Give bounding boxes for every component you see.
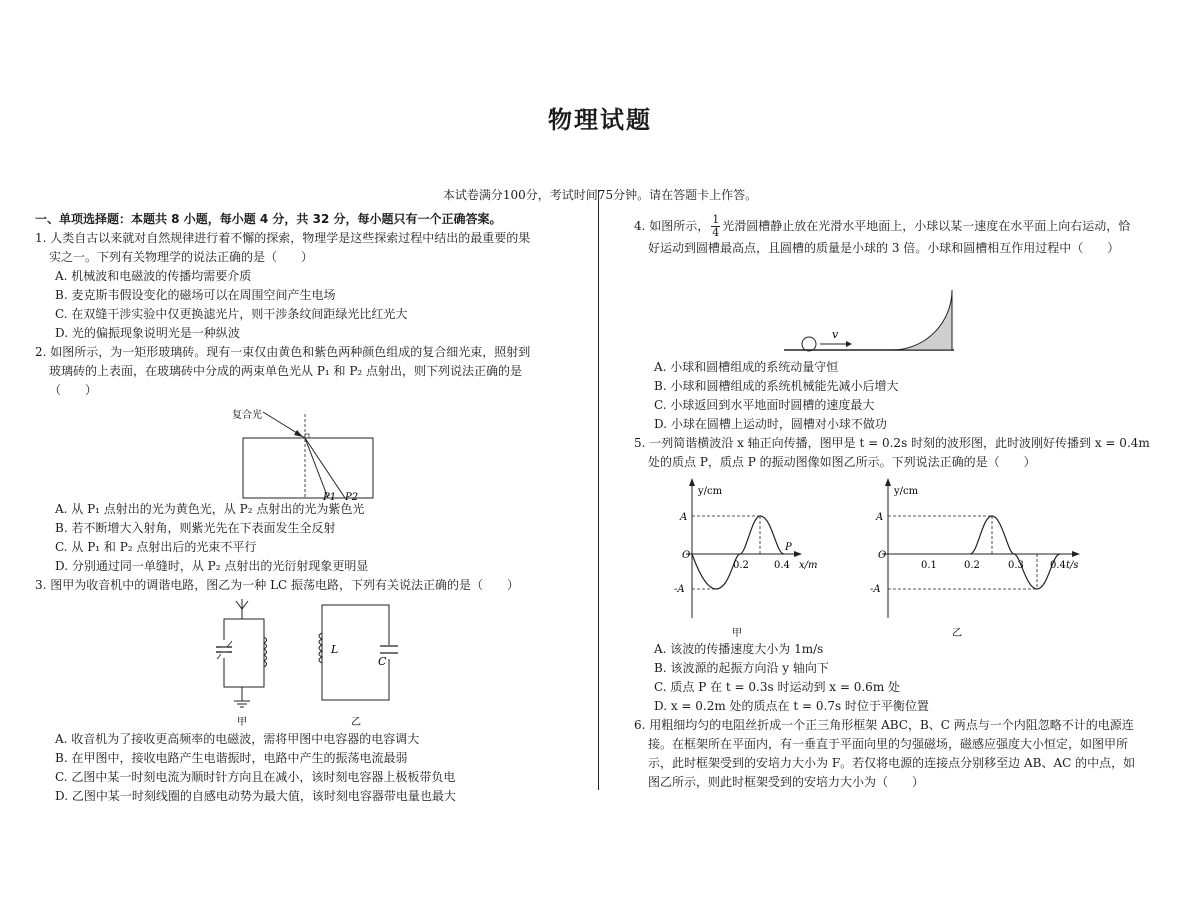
section-heading: 一、单项选择题：本题共 8 小题，每小题 4 分，共 32 分，每小题只有一个正确答案。: [35, 212, 502, 226]
tuning-circuit: [216, 599, 267, 728]
question-2: [35, 343, 587, 576]
option-c: C. 小球返回到水平地面时圆槽的速度最大: [654, 398, 875, 412]
page-title: 物理试题: [548, 105, 652, 134]
fraction-one-quarter: [711, 214, 720, 239]
amplitude-label: A: [876, 512, 884, 523]
lc-circuit-figure: [35, 595, 587, 730]
question-stem: （ ）: [49, 383, 98, 397]
figure-label: 复合光: [232, 410, 262, 421]
question-stem-text: 光滑圆槽静止放在光滑水平地面上，小球以某一速度在水平面上向右运动，恰: [722, 219, 1131, 233]
y-axis-label: y/cm: [894, 486, 919, 497]
option-b: B. 麦克斯韦假设变化的磁场可以在周围空间产生电场: [55, 288, 336, 302]
fraction-denominator: 4: [712, 226, 720, 239]
option-b: B. 该波源的起振方向沿 y 轴向下: [654, 661, 829, 675]
option-a: A. 小球和圆槽组成的系统动量守恒: [654, 360, 839, 374]
question-stem: 好运动到圆槽最高点，且圆槽的质量是小球的 3 倍。小球和圆槽相互作用过程中（ ）: [648, 241, 1120, 255]
question-1: [35, 229, 587, 343]
question-stem: 图乙所示，则此时框架受到的安培力大小为（ ）: [648, 775, 925, 789]
tick-label: 0.4: [774, 560, 790, 571]
question-stem: [634, 214, 1166, 239]
point-p1-label: P1: [323, 492, 337, 500]
tick-label: 0.3: [1008, 560, 1024, 571]
caption-yi: 乙: [351, 717, 361, 728]
waveform: [970, 516, 1060, 589]
point-p-label: P: [785, 542, 792, 553]
x-axis-label: x/m: [799, 560, 818, 571]
question-stem: 接。在框架所在平面内，有一垂直于平面向里的匀强磁场，磁感应强度大小恒定，如图甲所: [648, 737, 1129, 751]
label-c: C: [378, 655, 387, 668]
y-axis-label: y/cm: [698, 486, 723, 497]
right-column: [634, 214, 1166, 792]
caption-jia: 甲: [732, 628, 742, 639]
question-number: 4. 如图所示，: [634, 219, 710, 233]
option-c: C. 在双缝干涉实验中仅更换滤光片，则干涉条纹间距绿光比红光大: [55, 307, 408, 321]
option-a: A. 从 P₁ 点射出的光为黄色光，从 P₂ 点射出的光为紫色光: [55, 502, 365, 516]
lc-oscillator-circuit: [319, 605, 398, 728]
vibration-graph-yi: [870, 478, 1080, 639]
option-d: D. x = 0.2m 处的质点在 t = 0.7s 时位于平衡位置: [654, 699, 929, 713]
option-d: D. 小球在圆槽上运动时，圆槽对小球不做功: [654, 417, 887, 431]
question-stem: 玻璃砖的上表面，在玻璃砖中分成的两束单色光从 P₁ 和 P₂ 点射出，则下列说法正确的是: [49, 364, 523, 378]
option-b: B. 在甲图中，接收电路产生电谐振时，电路中产生的振荡电流最弱: [55, 751, 408, 765]
neg-amplitude-label: -A: [674, 584, 685, 595]
origin-label: O: [682, 550, 691, 561]
tick-label: 0.1: [921, 560, 937, 571]
caption-yi: 乙: [952, 628, 962, 639]
option-a: A. 收音机为了接收更高频率的电磁波，需将甲图中电容器的电容调大: [55, 732, 420, 746]
question-stem: 处的质点 P，质点 P 的振动图像如图乙所示。下列说法正确的是（ ）: [648, 455, 1036, 469]
wave-graph-jia: [674, 478, 818, 639]
origin-label: O: [878, 550, 887, 561]
question-stem: 3. 图甲为收音机中的调谐电路，图乙为一种 LC 振荡电路，下列有关说法正确的是（ ）: [35, 578, 520, 592]
question-5: [634, 434, 1166, 716]
tick-label: 0.2: [733, 560, 749, 571]
option-b: B. 小球和圆槽组成的系统机械能先减小后增大: [654, 379, 899, 393]
question-stem: 示，此时框架受到的安培力大小为 F。若仅将电源的连接点分别移至边 AB、AC 的中点，如: [648, 756, 1136, 770]
question-3: [35, 576, 587, 806]
label-l: L: [331, 643, 339, 656]
column-divider: [598, 190, 599, 790]
option-a: A. 机械波和电磁波的传播均需要介质: [55, 269, 252, 283]
question-stem: 实之一。下列有关物理学的说法正确的是（ ）: [49, 250, 314, 264]
right-angle-mark: [305, 434, 309, 438]
arrow-head: [294, 430, 303, 437]
waveform: [692, 516, 784, 589]
question-4: [634, 214, 1166, 434]
circular-groove-figure: [634, 258, 1166, 358]
left-column: [35, 210, 587, 806]
option-c: C. 从 P₁ 和 P₂ 点射出后的光束不平行: [55, 540, 257, 554]
option-a: A. 该波的传播速度大小为 1m/s: [654, 642, 824, 656]
glass-brick-figure: [35, 400, 587, 500]
question-stem: 6. 用粗细均匀的电阻丝折成一个正三角形框架 ABC，B、C 两点与一个内阻忽略不计的电源连: [634, 718, 1134, 732]
point-p2-label: P2: [345, 492, 359, 500]
question-stem: 5. 一列简谐横波沿 x 轴正向传播，图甲是 t = 0.2s 时刻的波形图，此时波刚好传播到 x = 0.4m: [634, 436, 1150, 450]
question-stem: 2. 如图所示，为一矩形玻璃砖。现有一束仅由黄色和紫色两种颜色组成的复合细光束，照射到: [35, 345, 531, 359]
option-c: C. 质点 P 在 t = 0.3s 时运动到 x = 0.6m 处: [654, 680, 901, 694]
arrow-head: [846, 341, 852, 347]
neg-amplitude-label: -A: [870, 584, 881, 595]
ball: [802, 337, 816, 351]
caption-jia: 甲: [237, 717, 247, 728]
exam-instructions: 本试卷满分100分，考试时间75分钟。请在答题卡上作答。: [442, 188, 758, 202]
option-d: D. 分别通过同一单缝时，从 P₂ 点射出的光衍射现象更明显: [55, 559, 369, 573]
quarter-circle-groove: [892, 290, 952, 350]
label-v: v: [832, 328, 839, 341]
question-stem: 1. 人类自古以来就对自然规律进行着不懈的探索，物理学是这些探索过程中结出的最重要的果: [35, 231, 531, 245]
option-d: D. 光的偏振现象说明光是一种纵波: [55, 326, 240, 340]
option-b: B. 若不断增大入射角，则紫光先在下表面发生全反射: [55, 521, 336, 535]
tick-label: 0.4: [1050, 560, 1066, 571]
tick-label: 0.2: [964, 560, 980, 571]
wave-graphs-figure: [634, 472, 1166, 640]
option-d: D. 乙图中某一时刻线圈的自感电动势为最大值，该时刻电容器带电量也最大: [55, 789, 456, 803]
x-axis-label: t/s: [1066, 560, 1079, 571]
amplitude-label: A: [680, 512, 688, 523]
fraction-numerator: 1: [712, 213, 720, 226]
option-c: C. 乙图中某一时刻电流为顺时针方向且在减小，该时刻电容器上极板带负电: [55, 770, 456, 784]
question-6: [634, 716, 1166, 792]
